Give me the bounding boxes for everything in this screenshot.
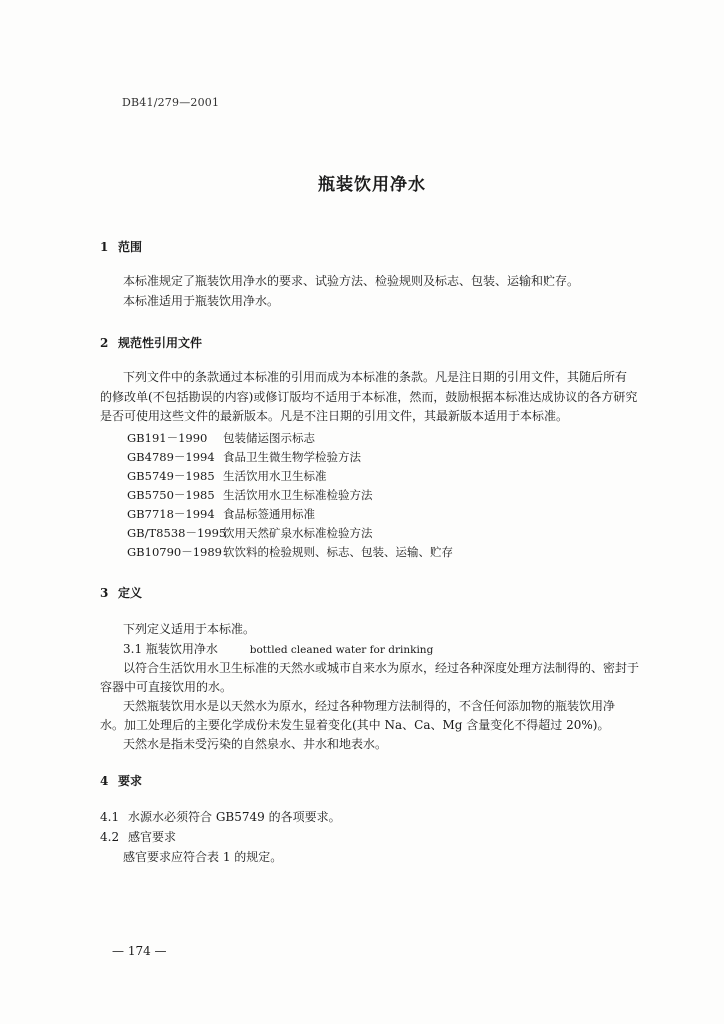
paragraph: 是否可使用这些文件的最新版本。凡是不注日期的引用文件，其最新版本适用于本标准。 <box>100 409 569 423</box>
document-title: 瓶装饮用净水 <box>318 175 426 195</box>
reference-code: GB191－1990 <box>127 431 208 445</box>
section-title: 定义 <box>118 586 143 600</box>
reference-item <box>127 468 327 484</box>
clause-text: 水源水必须符合 GB5749 的各项要求。 <box>128 810 341 824</box>
page-number: — 174 — <box>112 944 167 958</box>
clause-4-2 <box>100 828 176 846</box>
definition-term <box>123 640 433 657</box>
reference-title: 生活饮用水卫生标准 <box>223 469 327 483</box>
reference-code: GB10790－1989 <box>127 545 222 559</box>
reference-code: GB7718－1994 <box>127 507 215 521</box>
reference-code: GB5749－1985 <box>127 469 215 483</box>
reference-item <box>127 525 373 541</box>
paragraph: 本标准适用于瓶装饮用净水。 <box>123 294 280 308</box>
term-chinese: 瓶装饮用净水 <box>145 642 218 656</box>
section-2-heading <box>100 334 202 351</box>
paragraph: 容器中可直接饮用的水。 <box>100 680 233 694</box>
reference-title: 食品卫生微生物学检验方法 <box>223 450 361 464</box>
section-title: 要求 <box>118 774 143 788</box>
clause-4-1 <box>100 808 341 826</box>
paragraph: 本标准规定了瓶装饮用净水的要求、试验方法、检验规则及标志、包装、运输和贮存。 <box>123 274 580 288</box>
clause-number: 4.1 <box>100 810 120 824</box>
section-number: 2 <box>100 336 109 350</box>
reference-title: 生活饮用水卫生标准检验方法 <box>223 488 373 502</box>
standard-code: DB41/279—2001 <box>122 96 220 109</box>
reference-item <box>127 506 315 522</box>
section-title: 规范性引用文件 <box>118 336 203 350</box>
clause-number: 4.2 <box>100 830 120 844</box>
reference-item <box>127 430 315 446</box>
section-number: 1 <box>100 240 109 254</box>
reference-title: 饮用天然矿泉水标准检验方法 <box>223 526 373 540</box>
clause-heading: 感官要求 <box>128 830 177 844</box>
paragraph: 的修改单(不包括勘误的内容)或修订版均不适用于本标准，然而，鼓励根据本标准达成协议的各方研究 <box>100 390 638 404</box>
paragraph: 天然水是指未受污染的自然泉水、井水和地表水。 <box>123 737 388 751</box>
reference-code: GB/T8538－1995 <box>127 526 227 540</box>
reference-item <box>127 487 373 503</box>
paragraph: 下列文件中的条款通过本标准的引用而成为本标准的条款。凡是注日期的引用文件，其随后所有 <box>123 370 628 384</box>
reference-code: GB5750－1985 <box>127 488 215 502</box>
paragraph: 以符合生活饮用水卫生标准的天然水或城市自来水为原水，经过各种深度处理方法制得的、密封于 <box>123 661 640 675</box>
paragraph: 感官要求应符合表 1 的规定。 <box>123 850 283 864</box>
section-number: 3 <box>100 586 109 600</box>
paragraph: 下列定义适用于本标准。 <box>123 622 256 636</box>
reference-title: 软饮料的检验规则、标志、包装、运输、贮存 <box>223 545 453 559</box>
reference-code: GB4789－1994 <box>127 450 215 464</box>
section-4-heading <box>100 772 142 789</box>
reference-item <box>127 544 453 560</box>
term-number: 3.1 <box>123 642 143 656</box>
section-3-heading <box>100 584 142 601</box>
reference-title: 食品标签通用标准 <box>223 507 315 521</box>
section-title: 范围 <box>118 240 143 254</box>
paragraph: 天然瓶装饮用水是以天然水为原水，经过各种物理方法制得的，不含任何添加物的瓶装饮用净 <box>123 699 616 713</box>
term-english: bottled cleaned water for drinking <box>249 644 434 656</box>
section-1-heading <box>100 238 142 255</box>
section-number: 4 <box>100 774 109 788</box>
reference-item <box>127 449 361 465</box>
reference-title: 包装储运图示标志 <box>223 431 315 445</box>
paragraph: 水。加工处理后的主要化学成份未发生显着变化(其中 Na、Ca、Mg 含量变化不得超过 20%)。 <box>100 718 610 732</box>
